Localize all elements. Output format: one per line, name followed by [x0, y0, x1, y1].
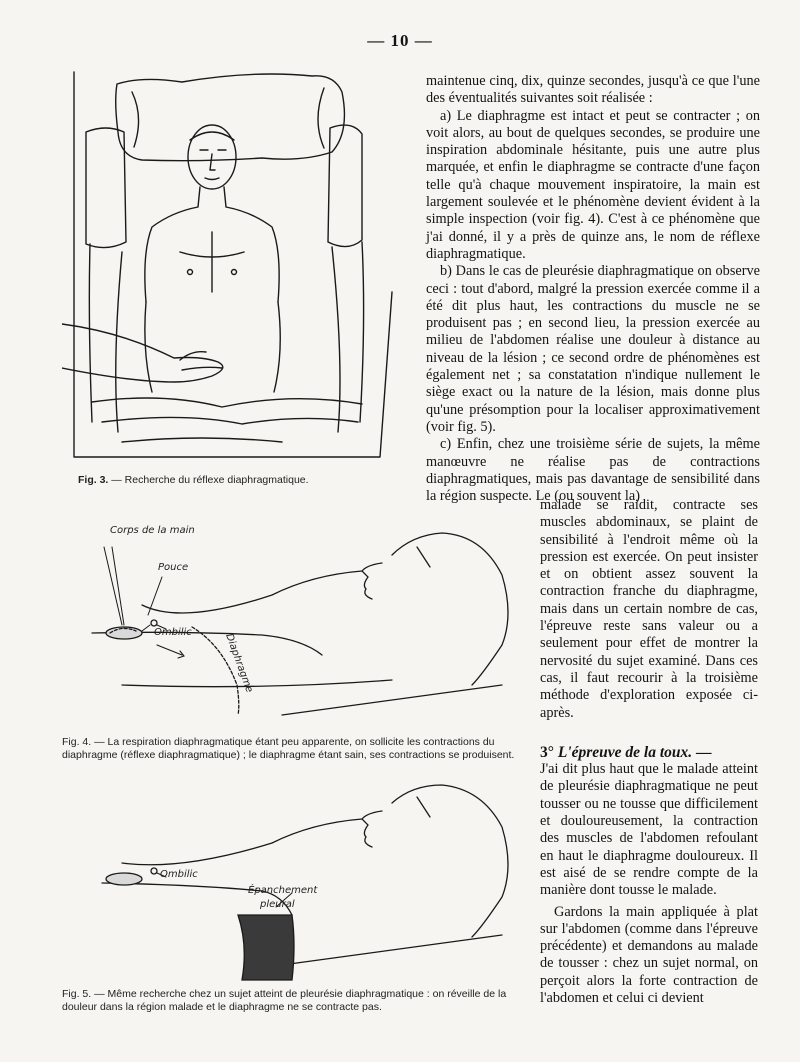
paragraph-2: a) Le diaphragme est intact et peut se contracter ; on voit alors, au bout de quelques secondes, se produire une inspiration abdominale hésitante, puis une autre plus marquée, et enfin le diaphragme se contracte d'une façon telle qu'à chaque mouvement inspiratoire, la main est largement soulevée et le phénomène devient évident à la simple inspection (voir fig. 4). C'est à ce phénomène que j'ai donné, il y a près de quinze ans, le nom de réflexe diaphragmatique. — [426, 107, 760, 262]
figure-5-label-effusion-1: Épanchement — [248, 885, 318, 896]
section-heading-title: L'épreuve de la toux. — [557, 743, 693, 761]
paragraph-5: J'ai dit plus haut que le malade atteint de pleurésie diaphragmatique ne peut tousser ou ne tousse que difficilement et douloureusement, la contraction des muscles de l'abdomen refoulant en haut le diaphragme douloureux. Il est aisé de se rendre compte de la manière dont tousse le malade. — [540, 761, 758, 899]
paragraph-4b: malade se raidit, contracte ses muscles abdominaux, se plaint de sensibilité à l'endroit même où la pression est exercée. On peut insister et on obtient assez souvent la contraction franche du diaphragme, mais dans un certain nombre de cas, l'épreuve reste sans valeur ou a seulement pour effet de montrer la nervosité du sujet examiné. Dans ces cas, il faut recourir à la troisième méthode d'exploration exposée ci-après. — [540, 497, 758, 721]
text-column-lower — [540, 497, 758, 1007]
paragraph-3: b) Dans le cas de pleurésie diaphragmatique on observe ceci : tout d'abord, malgré la pression exercée comme il a été dit plus haut, les contractions du muscle ne se produisent pas ; en second lieu, la pression exercée au milieu de l'abdomen réalise une douleur à distance au niveau de la lésion ; ce second ordre de phénomènes est également net ; sa constatation n'indique nullement le siège exact ou la nature de la lésion, mais donne plus qu'une présomption pour la localiser approximativement (voir fig. 5). — [426, 263, 760, 435]
figure-4-label-diaphragm: Diaphragme — [223, 632, 255, 695]
section-heading-number: 3° — [540, 743, 554, 761]
section-heading-dash: — — [696, 743, 712, 761]
figure-5-illustration — [62, 775, 532, 985]
figure-4-label-thumb: Pouce — [158, 562, 189, 573]
figure-3-caption — [78, 474, 398, 487]
figure-4-label-navel: Ombilic — [154, 627, 192, 638]
figure-3-caption-text: — Recherche du réflexe diaphragmatique. — [111, 474, 309, 486]
section-heading — [540, 744, 758, 761]
figure-3-caption-number: Fig. 3. — [78, 474, 109, 486]
paragraph-6: Gardons la main appliquée à plat sur l'abdomen (comme dans l'épreuve précédente) et demandons au malade de tousser : chez un sujet normal, on perçoit alors la forte contraction de l'abdomen et celui ci devient — [540, 903, 758, 1007]
figure-5-label-navel: Ombilic — [160, 869, 198, 880]
figure-5-caption: Fig. 5. — Même recherche chez un sujet atteint de pleurésie diaphragmatique : on réveille de la douleur dans la région malade et le diaphragme ne se contracte pas. — [62, 988, 507, 1013]
figure-4-illustration — [62, 515, 532, 735]
text-column-upper — [426, 73, 760, 505]
paragraph-4a: c) Enfin, chez une troisième série de sujets, la même manœuvre ne réalise pas de contractions diaphragmatiques, mais pas davantage de sensibilité dans la région suspecte. Le (ou souvent la) — [426, 436, 760, 505]
figure-4-caption: Fig. 4. — La respiration diaphragmatique étant peu apparente, on sollicite les contractions du diaphragme (réflexe diaphragmatique) ; le diaphragme étant sain, ses contractions se produisent. — [62, 736, 515, 761]
figure-3-illustration — [62, 62, 400, 464]
figure-5-label-effusion-2: pleural — [260, 899, 295, 910]
paragraph-1: maintenue cinq, dix, quinze secondes, jusqu'à ce que l'une des éventualités suivantes soit réalisée : — [426, 73, 760, 107]
figure-4-label-hand: Corps de la main — [110, 525, 195, 536]
page-number: — 10 — — [367, 31, 433, 50]
